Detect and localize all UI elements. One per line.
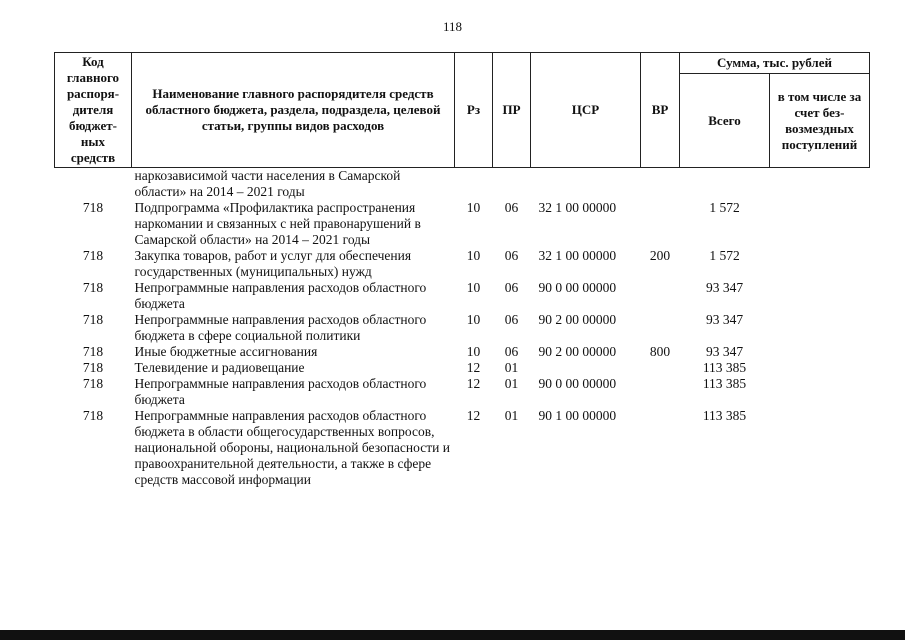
header-name: Наименование главного распорядителя средств областного бюджета, раздела, подраздела, целевой статьи, группы видов расходов — [132, 53, 455, 168]
table-row — [55, 360, 870, 376]
cell-pr: 06 — [504, 248, 519, 263]
header-code: Код главного распоря-дителя бюджет-ных средств — [55, 53, 132, 168]
cell-code: 718 — [82, 360, 104, 375]
cell-csr: 90 1 00 00000 — [538, 408, 617, 423]
header-pr: ПР — [493, 53, 531, 168]
cell-pr: 01 — [504, 360, 519, 375]
cell-rz: 12 — [466, 376, 481, 391]
cell-csr — [531, 360, 641, 376]
cell-rz: 12 — [466, 360, 481, 375]
cell-pr — [493, 168, 531, 201]
cell-incl — [770, 408, 870, 488]
cell-total — [680, 168, 770, 201]
header-rz: Рз — [455, 53, 493, 168]
cell-pr: 06 — [504, 344, 519, 359]
cell-code: 718 — [82, 408, 104, 423]
cell-incl — [770, 248, 870, 280]
table-row — [55, 376, 870, 408]
cell-csr: 90 2 00 00000 — [538, 344, 617, 359]
cell-code: 718 — [82, 280, 104, 295]
cell-pr: 06 — [504, 200, 519, 215]
cell-vr — [641, 408, 680, 488]
cell-vr — [641, 200, 680, 248]
cell-name: Непрограммные направления расходов областного бюджета — [134, 376, 427, 407]
cell-name: Иные бюджетные ассигнования — [134, 344, 318, 359]
cell-total: 113 385 — [702, 376, 747, 391]
cell-total: 93 347 — [705, 344, 744, 359]
cell-pr: 06 — [504, 312, 519, 327]
cell-vr — [641, 360, 680, 376]
cell-csr: 90 0 00 00000 — [538, 376, 617, 391]
table-row — [55, 248, 870, 280]
header-vr: ВР — [641, 53, 680, 168]
budget-table — [54, 52, 870, 488]
cell-code: 718 — [82, 344, 104, 359]
cell-csr: 90 2 00 00000 — [538, 312, 617, 327]
cell-incl — [770, 312, 870, 344]
cell-total: 113 385 — [702, 360, 747, 375]
cell-total: 1 572 — [709, 248, 740, 263]
cell-pr: 06 — [504, 280, 519, 295]
cell-name: Непрограммные направления расходов областного бюджета — [134, 280, 427, 311]
header-sum: Сумма, тыс. рублей — [680, 53, 870, 74]
cell-code: 718 — [82, 312, 104, 327]
cell-code: 718 — [82, 200, 104, 215]
cell-name: Подпрограмма «Профилактика распространения наркомании и связанных с ней правонарушений в Самарской области» на 2014 – 2021 годы — [134, 200, 421, 247]
cell-code: 718 — [82, 376, 104, 391]
cell-pr: 01 — [504, 408, 519, 423]
cell-vr — [641, 280, 680, 312]
cell-vr: 800 — [649, 344, 671, 359]
cell-rz — [455, 168, 493, 201]
cell-name: Непрограммные направления расходов областного бюджета в области общегосударственных вопросов, национальной обороны, национальной безопасности и правоохранительной деятельности, а также в сфере средств массовой информации — [134, 408, 450, 487]
table-body — [55, 168, 870, 489]
cell-vr — [641, 168, 680, 201]
cell-incl — [770, 344, 870, 360]
cell-code: 718 — [82, 248, 104, 263]
scan-bottom-bar — [0, 630, 905, 640]
header-csr: ЦСР — [531, 53, 641, 168]
cell-rz: 10 — [466, 280, 481, 295]
table-row — [55, 200, 870, 248]
cell-name: Телевидение и радиовещание — [134, 360, 305, 375]
cell-rz: 10 — [466, 344, 481, 359]
table-header — [55, 53, 870, 168]
cell-total: 1 572 — [709, 200, 740, 215]
table-row — [55, 312, 870, 344]
cell-vr: 200 — [649, 248, 671, 263]
table-row — [55, 168, 870, 201]
cell-csr: 90 0 00 00000 — [538, 280, 617, 295]
cell-rz: 10 — [466, 200, 481, 215]
cell-code — [55, 168, 132, 201]
cell-incl — [770, 280, 870, 312]
table-row — [55, 408, 870, 488]
page-number: 118 — [442, 19, 463, 34]
cell-rz: 12 — [466, 408, 481, 423]
cell-total: 113 385 — [702, 408, 747, 423]
cell-csr: 32 1 00 00000 — [538, 200, 617, 215]
cell-name: наркозависимой части населения в Самарской области» на 2014 – 2021 годы — [134, 168, 401, 199]
cell-rz: 10 — [466, 248, 481, 263]
header-incl: в том числе за счет без-возмездных поступлений — [770, 74, 870, 168]
cell-vr — [641, 312, 680, 344]
cell-incl — [770, 200, 870, 248]
cell-csr: 32 1 00 00000 — [538, 248, 617, 263]
cell-csr — [531, 168, 641, 201]
header-total: Всего — [680, 74, 770, 168]
cell-incl — [770, 168, 870, 201]
cell-name: Непрограммные направления расходов областного бюджета в сфере социальной политики — [134, 312, 427, 343]
table-row — [55, 280, 870, 312]
table-row — [55, 344, 870, 360]
cell-rz: 10 — [466, 312, 481, 327]
cell-total: 93 347 — [705, 312, 744, 327]
cell-pr: 01 — [504, 376, 519, 391]
cell-vr — [641, 376, 680, 408]
cell-incl — [770, 360, 870, 376]
cell-name: Закупка товаров, работ и услуг для обеспечения государственных (муниципальных) нужд — [134, 248, 412, 279]
cell-incl — [770, 376, 870, 408]
cell-total: 93 347 — [705, 280, 744, 295]
